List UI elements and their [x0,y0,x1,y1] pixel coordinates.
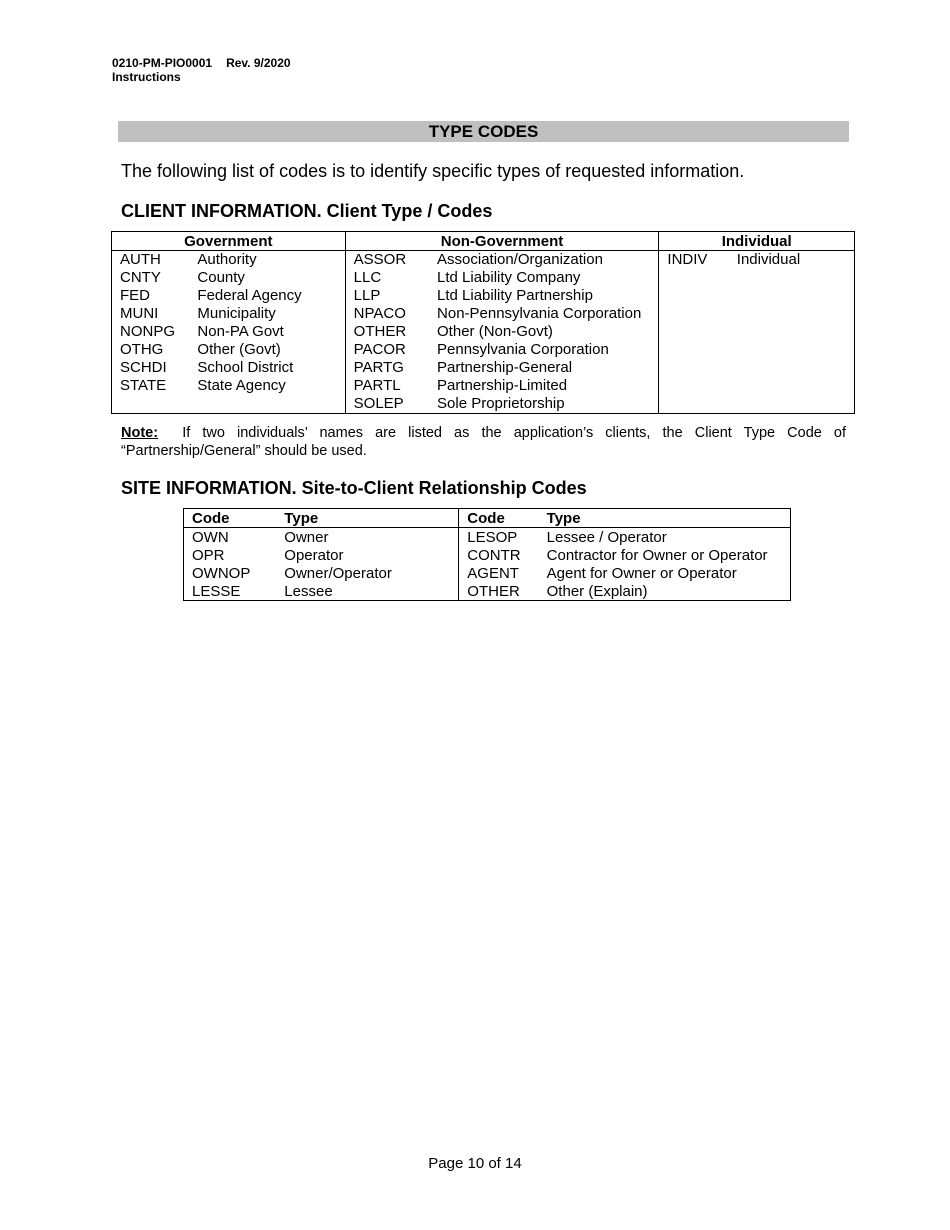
site-header-type-1: Type [276,509,458,528]
nongov-code: LLP [345,287,429,305]
site-code-cell: LESSE [192,582,241,600]
site-table-header-row [184,509,791,528]
indiv-label [729,269,855,287]
nongov-code: NPACO [345,305,429,323]
gov-code [112,395,190,414]
site-table-row [184,582,791,601]
indiv-label [729,395,855,414]
type-codes-banner: TYPE CODES [118,121,849,142]
indiv-label [729,305,855,323]
site-code-cell: OWN [192,528,229,546]
nongov-label: Association/Organization [437,251,603,268]
note-paragraph [121,424,846,460]
nongov-label: Other (Non-Govt) [437,323,553,340]
indiv-label [729,359,855,377]
gov-code: OTHG [120,341,164,358]
client-table-header-row [112,232,855,251]
nongov-code: PARTG [345,359,429,377]
document-header [112,56,291,84]
site-type-cell: Lessee / Operator [546,528,667,546]
nongov-label: Ltd Liability Company [437,269,581,286]
doc-subtitle: Instructions [112,70,181,84]
client-section-title: CLIENT INFORMATION. Client Type / Codes [121,201,493,221]
site-code-cell: OPR [192,546,225,564]
client-table-row [112,359,855,377]
site-header-code-1: Code [184,509,277,528]
note-label: Note: [121,425,159,441]
site-code-cell: CONTR [459,546,539,564]
gov-code: MUNI [120,305,159,322]
site-type-cell: Owner [284,528,329,546]
nongov-label: Partnership-Limited [437,377,568,394]
gov-label: Municipality [197,305,276,322]
doc-revision: Rev. 9/2020 [226,56,291,70]
page-number: Page 10 of 14 [428,1155,522,1172]
client-table-row [112,323,855,341]
indiv-label [729,287,855,305]
nongov-label: Ltd Liability Partnership [437,287,593,304]
site-type-cell: Agent for Owner or Operator [546,564,737,582]
gov-label: Federal Agency [197,287,302,304]
client-table-row [112,287,855,305]
indiv-code [659,323,729,341]
header-individual: Individual [659,232,855,251]
doc-id-line [112,56,291,70]
site-section-title: SITE INFORMATION. Site-to-Client Relationship Codes [121,478,587,498]
nongov-code: LLC [345,269,429,287]
nongov-code: ASSOR [345,251,429,270]
nongov-code: PACOR [345,341,429,359]
indiv-code [659,305,729,323]
indiv-code [659,359,729,377]
client-table-row [112,341,855,359]
nongov-label: Non-Pennsylvania Corporation [437,305,642,322]
note-text: If two individuals’ names are listed as the application’s clients, the Client Type Code of “Partnership/General” should be used. [121,425,846,459]
nongov-label: Sole Proprietorship [437,395,565,412]
gov-code: NONPG [120,323,176,340]
header-non-government: Non-Government [345,232,659,251]
site-type-cell: Operator [284,546,344,564]
indiv-label [729,341,855,359]
nongov-code: PARTL [345,377,429,395]
gov-label: Authority [197,251,257,268]
nongov-label: Pennsylvania Corporation [437,341,609,358]
indiv-code [659,377,729,395]
site-code-cell: OWNOP [192,564,251,582]
site-type-cell: Owner/Operator [284,564,392,582]
gov-label [189,395,345,414]
indiv-label [729,323,855,341]
nongov-label: Partnership-General [437,359,573,376]
gov-code: FED [120,287,150,304]
indiv-code [659,341,729,359]
indiv-code [659,269,729,287]
intro-text: The following list of codes is to identify specific types of requested information. [121,161,745,181]
client-table-row [112,377,855,395]
client-table-row [112,251,855,270]
nongov-code: SOLEP [345,395,429,414]
client-type-table [111,231,855,414]
indiv-label: Individual [736,251,801,268]
gov-label: Other (Govt) [197,341,281,358]
indiv-label [729,377,855,395]
gov-label: State Agency [197,377,286,394]
site-header-code-2: Code [459,509,539,528]
site-type-cell: Contractor for Owner or Operator [546,546,768,564]
header-government: Government [112,232,346,251]
site-table-row [184,528,791,547]
gov-label: County [197,269,245,286]
site-code-cell: LESOP [459,528,539,547]
gov-code: AUTH [120,251,161,268]
site-table-row [184,546,791,564]
site-type-cell: Other (Explain) [546,582,648,600]
site-header-type-2: Type [539,509,791,528]
indiv-code: INDIV [659,251,729,270]
site-type-cell: Lessee [284,582,333,600]
site-code-cell: OTHER [459,582,539,601]
site-code-cell: AGENT [459,564,539,582]
gov-label: Non-PA Govt [197,323,284,340]
site-table-row [184,564,791,582]
nongov-code: OTHER [345,323,429,341]
client-table-row [112,305,855,323]
gov-code: CNTY [120,269,161,286]
indiv-code [659,287,729,305]
gov-code: SCHDI [120,359,167,376]
site-relationship-table [183,508,791,601]
client-table-row [112,269,855,287]
indiv-code [659,395,729,414]
client-table-row [112,395,855,414]
gov-label: School District [197,359,294,376]
gov-code: STATE [120,377,167,394]
doc-id: 0210-PM-PIO0001 [112,56,213,70]
